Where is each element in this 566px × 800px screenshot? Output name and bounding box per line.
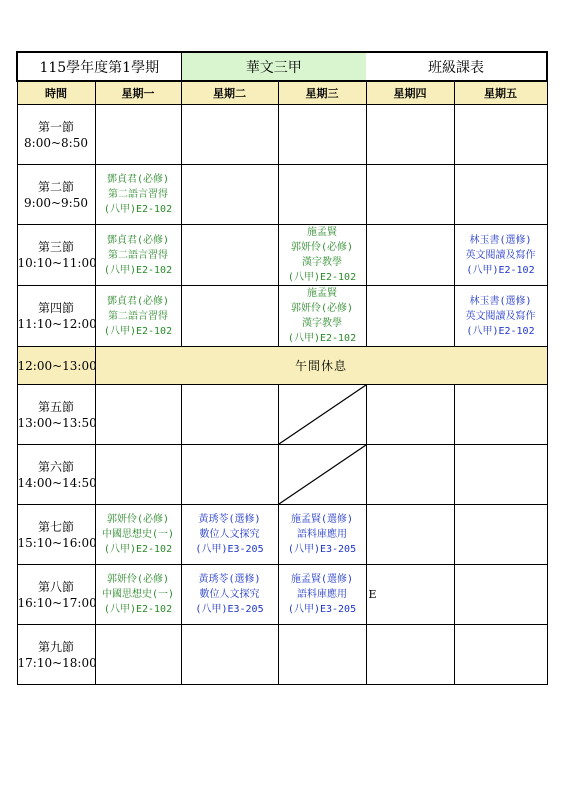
cell-empty	[454, 505, 547, 565]
course-cell	[95, 286, 181, 347]
cell-empty	[454, 105, 547, 165]
course-cell	[95, 165, 181, 225]
cell-empty	[366, 445, 454, 505]
cell-empty	[278, 165, 366, 225]
course-room: (八甲)E2-102	[103, 544, 173, 555]
course-room: (八甲)E2-102	[466, 325, 535, 337]
period-time: 13:00~13:50	[17, 415, 97, 430]
course-room: (八甲)E2-102	[103, 264, 173, 276]
course-cell	[181, 565, 278, 625]
cell-empty	[181, 105, 278, 165]
cell-empty	[454, 445, 547, 505]
course-room: (八甲)E2-102	[466, 264, 535, 276]
course-name: 第二語言習得	[108, 249, 168, 261]
course-name: 英文閱讀及寫作	[465, 310, 536, 322]
course-room: (八甲)E2-102	[103, 204, 173, 215]
timetable-label: 班級課表	[366, 52, 547, 81]
period-label: 第七節	[37, 519, 74, 534]
lunch-row	[17, 347, 547, 385]
col-fri: 星期五	[454, 81, 547, 105]
diagonal-line	[279, 445, 366, 504]
period-time: 17:10~18:00	[17, 655, 97, 670]
course-teacher: 林玉書(選修)	[469, 234, 532, 246]
course-room: (八甲)E2-102	[103, 325, 173, 337]
course-room: (八甲)E3-205	[195, 544, 264, 555]
timetable-sheet	[16, 51, 546, 685]
course-room: (八甲)E2-102	[103, 604, 173, 615]
course-room: (八甲)E2-102	[287, 333, 357, 344]
course-cell	[181, 505, 278, 565]
cell-empty	[454, 385, 547, 445]
course-teacher: 施孟賢	[307, 288, 338, 299]
col-time: 時間	[17, 81, 95, 105]
course-cell	[95, 505, 181, 565]
course-cell	[278, 286, 366, 347]
cell-empty	[366, 165, 454, 225]
course-teacher: 鄧貞君(必修)	[106, 174, 170, 185]
time-slot	[17, 445, 95, 505]
course-name: 中國思想史(一)	[101, 529, 175, 540]
course-name: 英文閱讀及寫作	[465, 249, 536, 261]
cell-empty	[366, 625, 454, 685]
period-label: 第四節	[37, 301, 74, 315]
course-teacher: 鄧貞君(必修)	[106, 295, 170, 307]
cell-empty	[454, 165, 547, 225]
col-wed: 星期三	[278, 81, 366, 105]
course-room: (八甲)E3-205	[287, 604, 357, 615]
course-room: (八甲)E2-102	[287, 272, 357, 283]
table-row	[17, 225, 547, 286]
col-thu: 星期四	[366, 81, 454, 105]
course-teacher: 郭妍伶(必修)	[106, 514, 170, 525]
cell-empty	[366, 286, 454, 347]
cell-empty	[181, 165, 278, 225]
course-name: 第二語言習得	[108, 310, 168, 322]
cell-empty	[95, 105, 181, 165]
course-teacher-2: 郭妍伶(必修)	[290, 242, 354, 253]
cell-empty	[181, 286, 278, 347]
cell-empty	[181, 625, 278, 685]
lunch-label: 午間休息	[95, 347, 547, 385]
course-name: 語料庫應用	[297, 589, 348, 600]
course-cell	[454, 286, 547, 347]
table-row	[17, 625, 547, 685]
course-cell	[95, 565, 181, 625]
period-label: 第九節	[37, 639, 74, 654]
course-teacher: 黃琇苓(選修)	[198, 514, 261, 525]
cell-crossed	[278, 445, 366, 505]
course-cell	[278, 505, 366, 565]
cell-empty	[366, 225, 454, 286]
col-mon: 星期一	[95, 81, 181, 105]
table-row	[17, 505, 547, 565]
cell-empty	[95, 445, 181, 505]
period-time: 8:00~8:50	[24, 135, 88, 150]
cell-empty	[278, 105, 366, 165]
course-teacher: 鄧貞君(必修)	[106, 234, 170, 246]
period-label: 第三節	[37, 240, 74, 254]
time-slot	[17, 105, 95, 165]
course-teacher: 施孟賢(選修)	[290, 514, 354, 525]
cell-stray-text: E	[366, 565, 454, 625]
cell-empty	[181, 385, 278, 445]
time-slot	[17, 385, 95, 445]
course-cell	[278, 565, 366, 625]
period-label: 第一節	[37, 119, 74, 134]
time-slot	[17, 625, 95, 685]
class-name: 華文三甲	[181, 52, 366, 81]
cell-empty	[278, 625, 366, 685]
class-timetable	[16, 51, 548, 685]
course-room: (八甲)E3-205	[195, 604, 264, 615]
cell-empty	[454, 565, 547, 625]
diagonal-line	[279, 385, 366, 444]
course-room: (八甲)E3-205	[287, 544, 357, 555]
course-name: 語料庫應用	[297, 529, 348, 540]
course-teacher: 郭妍伶(必修)	[106, 574, 170, 585]
table-row	[17, 105, 547, 165]
period-time: 10:10~11:00	[17, 256, 97, 270]
cell-empty	[366, 385, 454, 445]
course-teacher-2: 郭妍伶(必修)	[290, 303, 354, 314]
table-row	[17, 385, 547, 445]
course-teacher: 林玉書(選修)	[469, 295, 532, 307]
cell-empty	[181, 225, 278, 286]
semester-title: 115學年度第1學期	[17, 52, 181, 81]
cell-empty	[366, 105, 454, 165]
course-cell	[454, 225, 547, 286]
course-teacher: 施孟賢(選修)	[290, 574, 354, 585]
cell-empty	[454, 625, 547, 685]
period-time: 16:10~17:00	[17, 595, 97, 610]
time-slot	[17, 565, 95, 625]
period-label: 第六節	[37, 459, 74, 474]
course-cell	[95, 225, 181, 286]
table-row	[17, 445, 547, 505]
lunch-time: 12:00~13:00	[17, 347, 95, 385]
course-cell	[278, 225, 366, 286]
table-row	[17, 165, 547, 225]
time-slot	[17, 165, 95, 225]
col-tue: 星期二	[181, 81, 278, 105]
course-name: 漢字教學	[302, 318, 343, 329]
cell-empty	[366, 505, 454, 565]
cell-crossed	[278, 385, 366, 445]
time-slot	[17, 225, 95, 286]
period-time: 11:10~12:00	[17, 317, 97, 331]
course-name: 中國思想史(一)	[101, 589, 175, 600]
table-row	[17, 286, 547, 347]
course-teacher: 施孟賢	[307, 227, 338, 238]
period-time: 14:00~14:50	[17, 475, 97, 490]
table-row	[17, 565, 547, 625]
period-time: 9:00~9:50	[24, 195, 88, 210]
course-name: 漢字教學	[302, 257, 343, 268]
header-row	[17, 81, 547, 105]
period-label: 第五節	[37, 399, 74, 414]
period-label: 第八節	[37, 579, 74, 594]
cell-empty	[95, 625, 181, 685]
time-slot	[17, 286, 95, 347]
cell-empty	[95, 385, 181, 445]
course-name: 數位人文探究	[199, 529, 260, 540]
course-teacher: 黃琇苓(選修)	[198, 574, 261, 585]
cell-empty	[181, 445, 278, 505]
course-name: 數位人文探究	[199, 589, 260, 600]
period-time: 15:10~16:00	[17, 535, 97, 550]
title-row	[17, 52, 547, 81]
period-label: 第二節	[37, 179, 74, 194]
course-name: 第二語言習得	[108, 189, 168, 200]
time-slot	[17, 505, 95, 565]
